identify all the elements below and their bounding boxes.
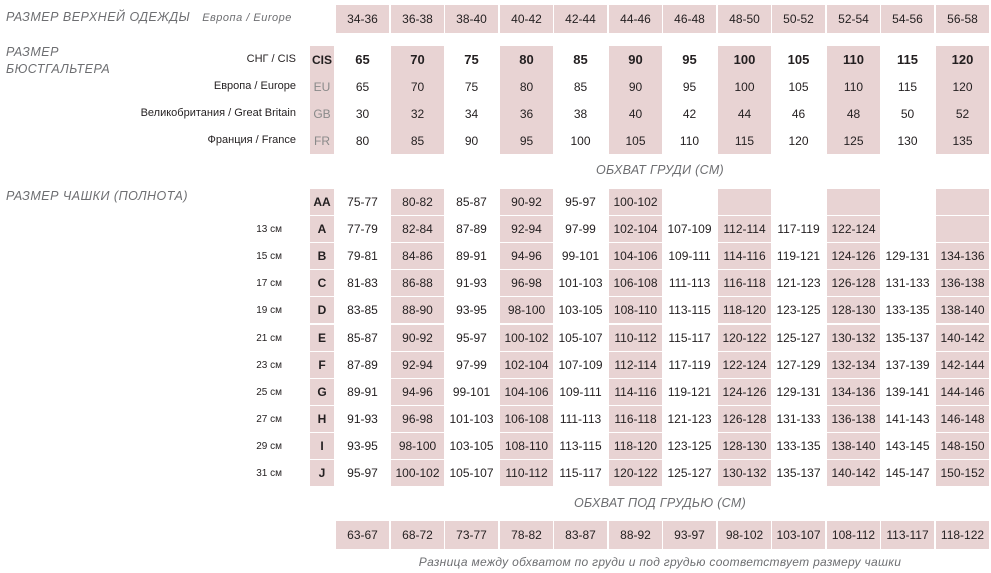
bra-size-cell: 42 (682, 106, 697, 121)
bra-size-cell: 70 (391, 46, 444, 73)
cup-range-cell: 112-114 (718, 216, 771, 242)
cup-difference-label: 19 см (256, 305, 282, 316)
underbust-cell: 108-112 (827, 521, 880, 549)
cup-range-cell: 114-116 (718, 243, 771, 269)
cup-range-cell: 117-119 (668, 358, 711, 372)
outerwear-size-cell: 44-46 (609, 5, 662, 33)
cup-range-cell: 98-100 (500, 297, 553, 323)
cup-range-cell (772, 189, 825, 215)
bra-size-cell: 120 (936, 73, 989, 100)
cup-range-cell: 148-150 (936, 433, 989, 459)
outerwear-size-cell: 34-36 (336, 5, 389, 33)
cup-range-cell: 99-101 (452, 385, 491, 399)
underbust-cell: 68-72 (391, 521, 444, 549)
cup-range-cell: 133-135 (885, 303, 930, 317)
bra-system-code: CIS (310, 46, 334, 73)
cup-range-cell (936, 216, 989, 242)
cup-range-cell: 100-102 (500, 325, 553, 351)
cup-difference-label: 29 см (256, 441, 282, 452)
bra-size-cell: 34 (464, 106, 479, 121)
cup-range-cell: 85-87 (347, 331, 378, 345)
outerwear-title-text: РАЗМЕР ВЕРХНЕЙ ОДЕЖДЫ (6, 10, 191, 24)
underbust-cell: 118-122 (936, 521, 989, 549)
bra-size-cell: 120 (936, 46, 989, 73)
cup-range-cell: 93-95 (456, 303, 487, 317)
cup-range-cell: 143-145 (885, 439, 930, 453)
cup-range-cell: 96-98 (391, 406, 444, 432)
bra-size-cell: 80 (500, 73, 553, 100)
cup-range-cell: 85-87 (456, 195, 487, 209)
cup-range-cell: 90-92 (391, 325, 444, 351)
cup-range-cell: 126-128 (827, 270, 880, 296)
bra-size-cell: 30 (355, 106, 370, 121)
bra-size-cell: 65 (355, 79, 370, 94)
cup-range-cell: 100-102 (391, 460, 444, 486)
cup-range-cell: 133-135 (776, 439, 821, 453)
cup-range-cell: 93-95 (347, 439, 378, 453)
cup-range-cell: 139-141 (885, 385, 930, 399)
cup-range-cell: 84-86 (391, 243, 444, 269)
bra-system-code: FR (310, 127, 334, 154)
cup-range-cell: 124-126 (827, 243, 880, 269)
cup-range-cell: 109-111 (559, 385, 602, 399)
cup-range-cell: 107-109 (558, 358, 603, 372)
outerwear-size-cell: 36-38 (391, 5, 444, 33)
cup-range-cell: 120-122 (718, 325, 771, 351)
cup-difference-label: 25 см (256, 387, 282, 398)
bra-size-cell: 100 (718, 46, 771, 73)
cup-range-cell: 118-120 (718, 297, 771, 323)
cup-range-cell: 129-131 (776, 385, 821, 399)
bra-size-cell: 46 (791, 106, 806, 121)
bra-size-cell: 75 (464, 52, 479, 67)
bra-size-cell: 90 (609, 73, 662, 100)
bra-system-code: EU (310, 73, 334, 100)
cup-range-cell (936, 189, 989, 215)
bra-size-cell: 100 (718, 73, 771, 100)
cup-range-cell: 135-137 (776, 466, 821, 480)
cup-range-cell: 130-132 (718, 460, 771, 486)
cup-range-cell: 131-133 (885, 276, 930, 290)
cup-letter: E (310, 325, 334, 351)
cup-range-cell: 137-139 (885, 358, 930, 372)
cup-range-cell: 111-113 (559, 412, 602, 426)
cup-range-cell: 108-110 (500, 433, 553, 459)
cup-letter: C (310, 270, 334, 296)
cup-letter: A (310, 216, 334, 242)
bra-size-cell: 44 (718, 100, 771, 127)
bra-size-cell: 105 (787, 52, 810, 67)
underbust-cell: 103-107 (772, 521, 825, 549)
cup-range-cell: 115-117 (559, 466, 602, 480)
cup-difference-label: 17 см (256, 278, 282, 289)
cup-range-cell: 135-137 (885, 331, 930, 345)
cup-range-cell: 115-117 (668, 331, 711, 345)
underbust-cell: 98-102 (718, 521, 771, 549)
cup-range-cell: 81-83 (347, 276, 378, 290)
cup-range-cell: 109-111 (668, 249, 711, 263)
bra-size-cell: 80 (500, 46, 553, 73)
cup-range-cell: 90-92 (500, 189, 553, 215)
cup-letter: H (310, 406, 334, 432)
bra-size-cell: 85 (573, 79, 588, 94)
cup-range-cell: 127-129 (776, 358, 821, 372)
cup-range-cell: 94-96 (391, 379, 444, 405)
cup-range-cell: 125-127 (667, 466, 712, 480)
cup-range-cell: 121-123 (776, 276, 821, 290)
cup-range-cell: 123-125 (667, 439, 712, 453)
outerwear-size-cell: 54-56 (881, 5, 934, 33)
underbust-cell: 113-117 (881, 521, 934, 549)
outerwear-title (6, 9, 292, 26)
cup-letter: I (310, 433, 334, 459)
cup-range-cell: 101-103 (558, 276, 603, 290)
cup-range-cell: 95-97 (565, 195, 596, 209)
bra-size-cell: 95 (500, 127, 553, 154)
cup-range-cell: 96-98 (500, 270, 553, 296)
cup-range-cell: 145-147 (885, 466, 930, 480)
bra-size-cell: 65 (355, 52, 370, 67)
cup-range-cell: 125-127 (776, 331, 821, 345)
footnote: Разница между обхватом по груди и под грудью соответствует размеру чашки (418, 555, 902, 569)
underbust-caption: ОБХВАТ ПОД ГРУДЬЮ (СМ) (573, 496, 747, 510)
cup-range-cell: 100-102 (609, 189, 662, 215)
underbust-cell: 93-97 (663, 521, 716, 549)
bra-system-code: GB (310, 100, 334, 127)
cup-range-cell: 89-91 (347, 385, 378, 399)
bra-size-cell: 85 (391, 127, 444, 154)
cup-range-cell: 120-122 (609, 460, 662, 486)
cup-range-cell: 138-140 (936, 297, 989, 323)
cup-range-cell: 124-126 (718, 379, 771, 405)
cup-range-cell: 91-93 (347, 412, 378, 426)
cup-range-cell: 91-93 (456, 276, 487, 290)
cup-range-cell: 123-125 (776, 303, 821, 317)
outerwear-size-cell: 38-40 (445, 5, 498, 33)
outerwear-size-cell: 40-42 (500, 5, 553, 33)
bra-size-cell: 36 (500, 100, 553, 127)
cup-range-cell: 94-96 (500, 243, 553, 269)
cup-range-cell: 107-109 (667, 222, 712, 236)
bra-size-cell: 90 (609, 46, 662, 73)
cup-range-cell (827, 189, 880, 215)
cup-range-cell: 128-130 (827, 297, 880, 323)
cup-range-cell: 95-97 (456, 331, 487, 345)
cup-range-cell (718, 189, 771, 215)
outerwear-size-cell: 48-50 (718, 5, 771, 33)
bra-size-cell: 32 (391, 100, 444, 127)
cup-range-cell: 134-136 (827, 379, 880, 405)
cup-range-cell: 113-115 (668, 303, 711, 317)
cup-range-cell: 103-105 (558, 303, 603, 317)
cup-range-cell: 128-130 (718, 433, 771, 459)
cup-range-cell: 102-104 (500, 352, 553, 378)
cup-range-cell: 150-152 (936, 460, 989, 486)
cup-range-cell: 129-131 (885, 249, 930, 263)
cup-range-cell: 142-144 (936, 352, 989, 378)
outerwear-size-cell: 50-52 (772, 5, 825, 33)
cup-difference-label: 27 см (256, 414, 282, 425)
bra-size-cell: 105 (788, 79, 809, 94)
bra-title-line2: БЮСТГАЛЬТЕРА (6, 62, 111, 76)
cup-range-cell: 86-88 (391, 270, 444, 296)
cup-range-cell: 92-94 (391, 352, 444, 378)
cup-range-cell: 104-106 (500, 379, 553, 405)
cup-range-cell: 144-146 (936, 379, 989, 405)
bra-size-cell: 40 (609, 100, 662, 127)
cup-range-cell: 80-82 (391, 189, 444, 215)
cup-letter: F (310, 352, 334, 378)
cup-letter: G (310, 379, 334, 405)
cup-range-cell (881, 216, 934, 242)
bra-size-cell: 120 (788, 133, 809, 148)
bra-size-cell: 75 (464, 79, 479, 94)
bra-size-cell: 70 (391, 73, 444, 100)
cup-range-cell: 141-143 (885, 412, 930, 426)
cup-difference-label: 31 см (256, 468, 282, 479)
underbust-cell: 88-92 (609, 521, 662, 549)
cup-range-cell: 116-118 (609, 406, 662, 432)
cup-range-cell: 83-85 (347, 303, 378, 317)
cup-range-cell: 105-107 (558, 331, 603, 345)
bra-size-cell: 85 (573, 52, 588, 67)
cup-range-cell: 119-121 (667, 385, 712, 399)
cup-range-cell: 77-79 (347, 222, 378, 236)
cup-range-cell: 92-94 (500, 216, 553, 242)
cup-range-cell: 114-116 (609, 379, 662, 405)
bra-size-cell: 100 (570, 133, 591, 148)
cup-range-cell: 140-142 (827, 460, 880, 486)
bra-size-cell: 95 (682, 79, 697, 94)
bra-size-cell: 125 (827, 127, 880, 154)
cup-range-cell: 87-89 (456, 222, 487, 236)
cup-range-cell: 102-104 (609, 216, 662, 242)
cup-range-cell: 146-148 (936, 406, 989, 432)
cup-range-cell: 122-124 (827, 216, 880, 242)
outerwear-size-cell: 42-44 (554, 5, 607, 33)
bra-row-label: СНГ / CIS (246, 53, 296, 65)
cup-range-cell: 103-105 (449, 439, 494, 453)
cup-range-cell: 140-142 (936, 325, 989, 351)
cup-range-cell: 97-99 (565, 222, 596, 236)
bra-size-cell: 95 (682, 52, 697, 67)
cup-range-cell: 82-84 (391, 216, 444, 242)
cup-range-cell: 89-91 (456, 249, 487, 263)
bra-row-label: Франция / France (207, 134, 296, 146)
cup-range-cell: 136-138 (827, 406, 880, 432)
bra-size-cell: 115 (718, 127, 771, 154)
cup-range-cell: 79-81 (347, 249, 378, 263)
bra-size-cell: 38 (573, 106, 588, 121)
cup-range-cell: 131-133 (776, 412, 821, 426)
cup-range-cell (881, 189, 934, 215)
underbust-cell: 83-87 (554, 521, 607, 549)
bra-size-cell: 80 (355, 133, 370, 148)
cup-range-cell: 101-103 (449, 412, 494, 426)
cup-range-cell: 122-124 (718, 352, 771, 378)
cup-range-cell: 106-108 (500, 406, 553, 432)
cup-range-cell: 110-112 (609, 325, 662, 351)
cup-range-cell: 134-136 (936, 243, 989, 269)
bra-row-label: Европа / Europe (213, 80, 296, 92)
cup-letter: J (310, 460, 334, 486)
bra-size-cell: 90 (464, 133, 479, 148)
bra-title-line1: РАЗМЕР (6, 45, 59, 59)
cup-range-cell: 126-128 (718, 406, 771, 432)
cup-range-cell: 88-90 (391, 297, 444, 323)
cup-range-cell: 112-114 (609, 352, 662, 378)
cup-range-cell: 111-113 (668, 276, 711, 290)
bra-size-cell: 130 (897, 133, 918, 148)
underbust-cell: 63-67 (336, 521, 389, 549)
bra-size-cell: 110 (679, 133, 700, 148)
cup-range-cell: 136-138 (936, 270, 989, 296)
cup-range-cell: 121-123 (667, 412, 712, 426)
cup-range-cell: 130-132 (827, 325, 880, 351)
outerwear-size-cell: 56-58 (936, 5, 989, 33)
bust-caption: ОБХВАТ ГРУДИ (СМ) (596, 163, 724, 177)
outerwear-subtitle: Европа / Europe (202, 12, 292, 24)
cup-range-cell: 105-107 (449, 466, 494, 480)
cup-range-cell: 99-101 (561, 249, 600, 263)
bra-size-cell: 110 (827, 73, 880, 100)
cup-range-cell: 116-118 (718, 270, 771, 296)
bra-size-cell: 135 (936, 127, 989, 154)
cup-range-cell: 118-120 (609, 433, 662, 459)
cup-range-cell: 138-140 (827, 433, 880, 459)
cup-range-cell: 119-121 (776, 249, 821, 263)
cup-title: РАЗМЕР ЧАШКИ (ПОЛНОТА) (6, 189, 188, 203)
cup-range-cell: 117-119 (777, 222, 820, 236)
cup-difference-label: 23 см (256, 360, 282, 371)
cup-range-cell: 95-97 (347, 466, 378, 480)
bra-size-cell: 115 (897, 52, 918, 67)
cup-range-cell: 75-77 (347, 195, 378, 209)
bra-size-cell: 50 (900, 106, 915, 121)
underbust-cell: 78-82 (500, 521, 553, 549)
cup-range-cell: 104-106 (609, 243, 662, 269)
cup-range-cell: 98-100 (391, 433, 444, 459)
cup-letter: D (310, 297, 334, 323)
outerwear-size-cell: 52-54 (827, 5, 880, 33)
outerwear-size-cell: 46-48 (663, 5, 716, 33)
cup-range-cell: 106-108 (609, 270, 662, 296)
bra-size-cell: 48 (827, 100, 880, 127)
cup-letter: AA (310, 189, 334, 215)
underbust-cell: 73-77 (445, 521, 498, 549)
cup-range-cell (663, 189, 716, 215)
bra-size-cell: 105 (609, 127, 662, 154)
bra-size-cell: 110 (827, 46, 880, 73)
cup-difference-label: 21 см (256, 333, 282, 344)
cup-range-cell: 113-115 (559, 439, 602, 453)
bra-size-cell: 52 (936, 100, 989, 127)
cup-difference-label: 13 см (256, 224, 282, 235)
cup-range-cell: 97-99 (456, 358, 487, 372)
bra-row-label: Великобритания / Great Britain (140, 107, 296, 119)
cup-difference-label: 15 см (256, 251, 282, 262)
bra-size-cell: 115 (897, 79, 918, 94)
cup-range-cell: 132-134 (827, 352, 880, 378)
cup-range-cell: 87-89 (347, 358, 378, 372)
cup-letter: B (310, 243, 334, 269)
cup-range-cell: 110-112 (500, 460, 553, 486)
cup-range-cell: 108-110 (609, 297, 662, 323)
